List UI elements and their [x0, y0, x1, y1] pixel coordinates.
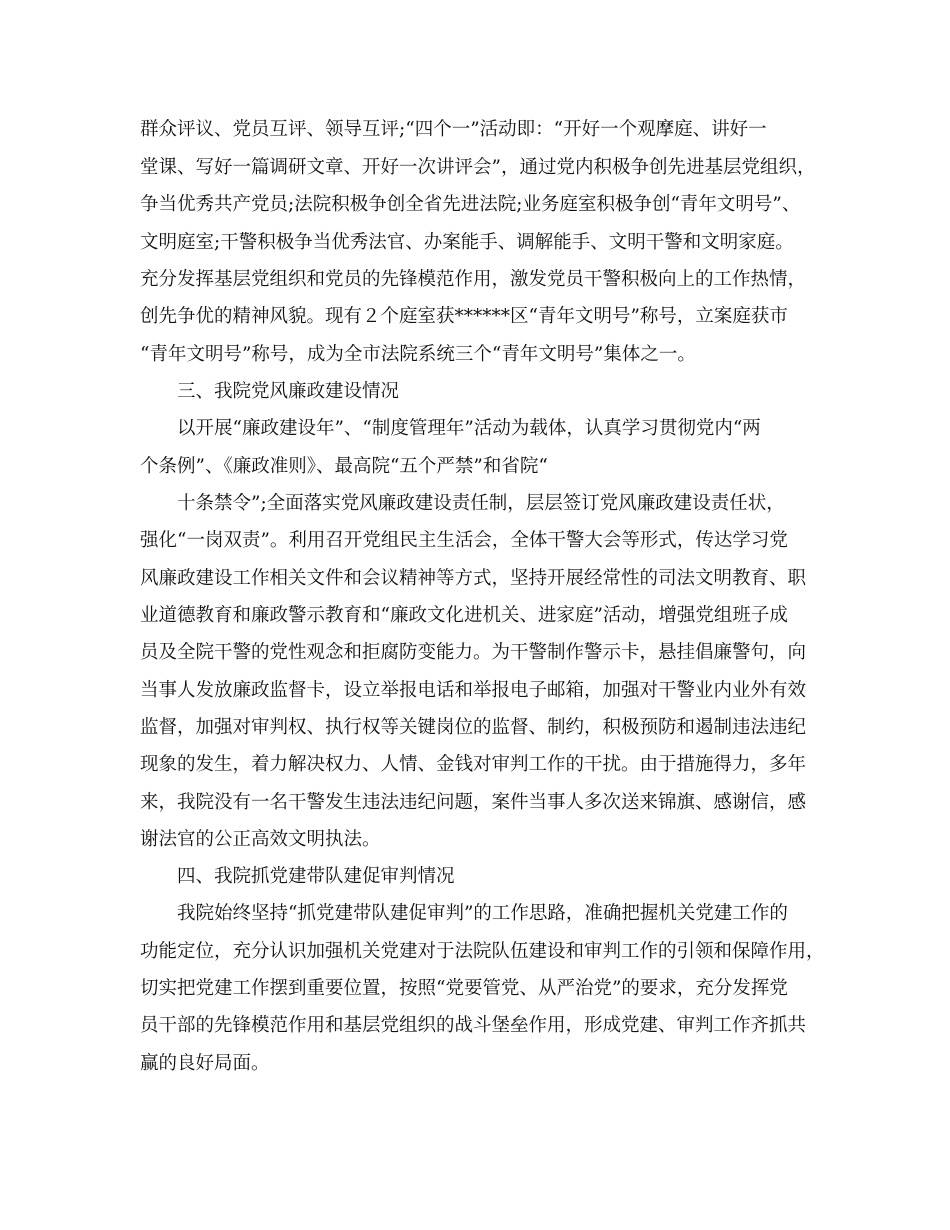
- text-line: 谢法官的公正高效文明执法。: [140, 829, 381, 850]
- text-line: 赢的良好局面。: [140, 1053, 270, 1074]
- text-line: 个条例”、《廉政准则》、最高院“五个严禁”和省院“: [140, 456, 548, 477]
- section-heading: 四、我院抓党建带队建促审判情况: [177, 866, 455, 887]
- text-line: 功能定位，充分认识加强机关党建对于法院队伍建设和审判工作的引领和保障作用，: [140, 941, 825, 962]
- text-line: 风廉政建设工作相关文件和会议精神等方式，坚持开展经常性的司法文明教育、职: [140, 568, 807, 589]
- text-line: 业道德教育和廉政警示教育和“廉政文化进机关、进家庭”活动，增强党组班子成: [140, 605, 788, 626]
- text-line: 当事人发放廉政监督卡，设立举报电话和举报电子邮箱，加强对干警业内业外有效: [140, 680, 807, 701]
- text-line: 充分发挥基层党组织和党员的先锋模范作用，激发党员干警积极向上的工作热情，: [140, 269, 807, 290]
- text-line: 切实把党建工作摆到重要位置，按照“党要管党、从严治党”的要求，充分发挥党: [140, 978, 788, 999]
- text-line: 强化“一岗双责”。利用召开党组民主生活会，全体干警大会等形式，传达学习党: [140, 530, 788, 551]
- text-line: 来，我院没有一名干警发生违法违纪问题，案件当事人多次送来锦旗、感谢信，感: [140, 792, 807, 813]
- text-line: 员及全院干警的党性观念和拒腐防变能力。为干警制作警示卡，悬挂倡廉警句，向: [140, 642, 807, 663]
- section-heading: 三、我院党风廉政建设情况: [177, 381, 400, 402]
- text-line: 我院始终坚持“抓党建带队建促审判”的工作思路，准确把握机关党建工作的: [177, 903, 788, 924]
- text-line: 文明庭室;干警积极争当优秀法官、办案能手、调解能手、文明干警和文明家庭。: [140, 232, 794, 253]
- text-line: 群众评议、党员互评、领导互评;“四个一”活动即：“开好一个观摩庭、讲好一: [140, 119, 767, 140]
- text-line: 堂课、写好一篇调研文章、开好一次讲评会”，通过党内积极争创先进基层党组织，: [140, 157, 816, 178]
- text-line: 争当优秀共产党员;法院积极争创全省先进法院;业务庭室积极争创“青年文明号”、: [140, 194, 801, 215]
- text-line: 创先争优的精神风貌。现有２个庭室获******区“青年文明号”称号，立案庭获市: [140, 306, 788, 327]
- text-line: 以开展“廉政建设年”、“制度管理年”活动为载体，认真学习贯彻党内“两: [177, 418, 761, 439]
- text-line: 十条禁令”;全面落实党风廉政建设责任制，层层签订党风廉政建设责任状，: [177, 493, 785, 514]
- text-line: 员干部的先锋模范作用和基层党组织的战斗堡垒作用，形成党建、审判工作齐抓共: [140, 1015, 807, 1036]
- text-line: 现象的发生，着力解决权力、人情、金钱对审判工作的干扰。由于措施得力，多年: [140, 754, 807, 775]
- text-line: 监督，加强对审判权、执行权等关键岗位的监督、制约，积极预防和遏制违法违纪: [140, 717, 807, 738]
- text-line: “青年文明号”称号，成为全市法院系统三个“青年文明号”集体之一。: [140, 344, 696, 365]
